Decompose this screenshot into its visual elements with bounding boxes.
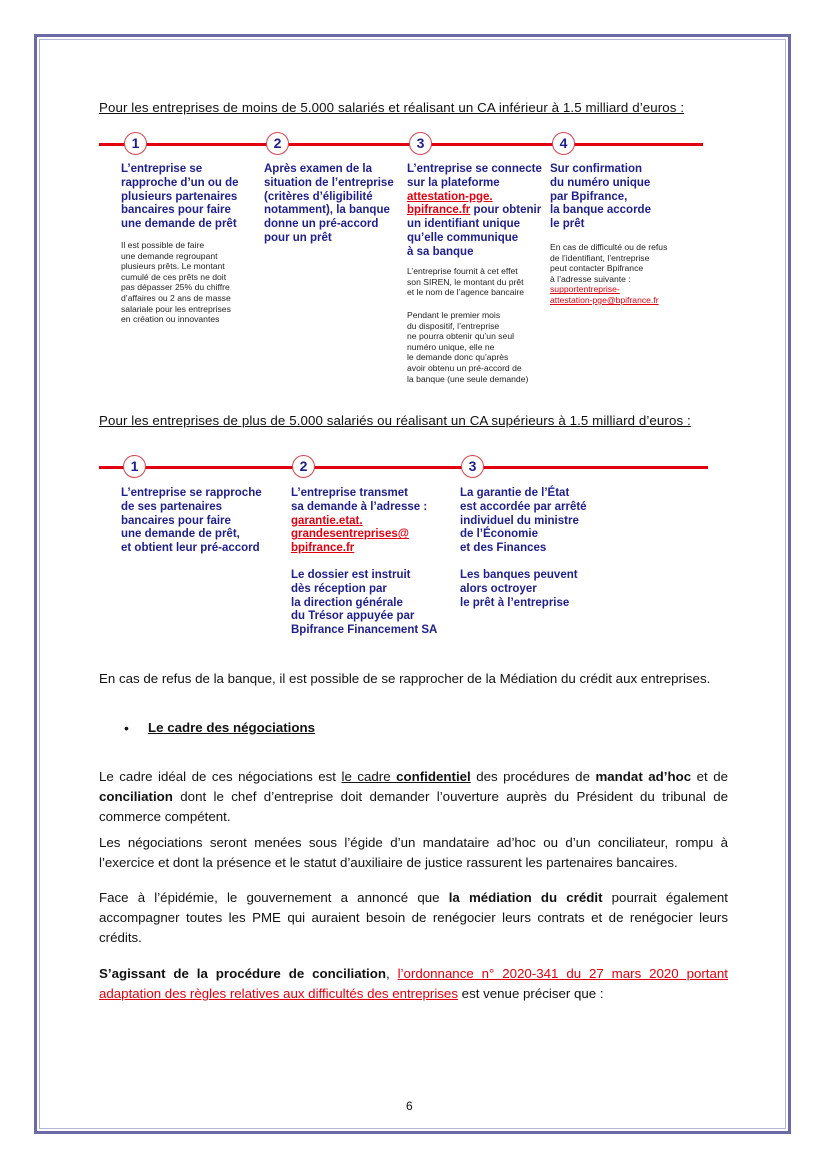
text-line: L’entreprise se rapproche xyxy=(121,487,262,499)
text-fragment: dont le chef d’entreprise doit demander l’ouverture auprès du Président du tribunal de commerce compétent. xyxy=(99,789,728,824)
s1-step1-title xyxy=(121,163,261,232)
text-line: L’entreprise se connecte xyxy=(407,163,542,175)
text-line: Il est possible de faire xyxy=(121,240,205,250)
text-line: de ses partenaires xyxy=(121,500,223,513)
text-line: d’affaires ou 2 ans de masse xyxy=(121,292,231,303)
s2-step2-detail xyxy=(291,569,456,638)
text-fragment: et de xyxy=(691,769,728,784)
text-line: le prêt à l’entreprise xyxy=(460,596,570,609)
text-line: une demande regroupant xyxy=(121,250,218,261)
s1-step4-title xyxy=(550,163,695,232)
s2-step2-title xyxy=(291,487,456,556)
text-line: Pendant le premier mois xyxy=(407,310,501,320)
bullet-icon: • xyxy=(124,720,129,736)
text-line: En cas de difficulté ou de refus xyxy=(550,242,668,252)
text-line: en création ou innovantes xyxy=(121,314,220,325)
text-line: du Trésor appuyée par xyxy=(291,610,415,623)
text-line: un identifiant unique xyxy=(407,218,521,231)
text-line: bancaires pour faire xyxy=(121,204,231,217)
text-line: L’entreprise fournit à cet effet xyxy=(407,266,518,276)
section-heading-negociations: Le cadre des négociations xyxy=(148,720,316,735)
step-circle-4: 4 xyxy=(552,132,575,155)
text-line: est accordée par arrêté xyxy=(460,500,587,513)
s1-step3-note2 xyxy=(407,310,552,384)
text-line: par Bpifrance, xyxy=(550,190,628,203)
text-line: ne pourra obtenir qu’un seul xyxy=(407,331,515,342)
s1-step4-note xyxy=(550,242,695,306)
garantie-email-link[interactable]: garantie.etat. xyxy=(291,514,363,527)
s1-step2-title xyxy=(264,163,404,246)
support-email-link-cont[interactable]: attestation-pge@bpifrance.fr xyxy=(550,294,659,305)
text-line: numéro unique, elle ne xyxy=(407,341,495,352)
text-line: notamment), la banque xyxy=(264,204,390,217)
s2-step1-title xyxy=(121,487,286,556)
s1-step1-note xyxy=(121,240,261,325)
text-line: une demande de prêt xyxy=(121,218,237,231)
text-line: L’entreprise se xyxy=(121,163,203,175)
text-line: une demande de prêt, xyxy=(121,528,240,541)
s2-step3-detail xyxy=(460,569,625,610)
text-line: L’entreprise transmet xyxy=(291,487,408,499)
text-line: situation de l’entreprise xyxy=(264,176,394,189)
text-fragment-bold: mandat ad’hoc xyxy=(595,769,692,784)
text-line: de l’identifiant, l’entreprise xyxy=(550,252,650,263)
text-fragment: Le cadre idéal de ces négociations est xyxy=(99,769,342,784)
page-number: 6 xyxy=(406,1099,413,1113)
paragraph-epidemie xyxy=(99,888,728,948)
step-circle-2: 2 xyxy=(266,132,289,155)
garantie-email-link-cont[interactable]: grandesentreprises@ xyxy=(291,528,409,541)
text-line: le demande donc qu’après xyxy=(407,352,509,363)
text-fragment-bold: la médiation du crédit xyxy=(448,890,603,905)
text-line: à sa banque xyxy=(407,245,474,258)
text-line: et obtient leur pré-accord xyxy=(121,542,260,555)
text-line: et des Finances xyxy=(460,542,547,555)
text-line: plusieurs partenaires xyxy=(121,190,238,203)
text-line: qu’elle communique xyxy=(407,231,519,244)
text-fragment-bold: conciliation xyxy=(99,789,173,804)
text-fragment-bold-underlined: confidentiel xyxy=(396,769,471,784)
ordonnance-link[interactable]: l’ordonnance n° 2020-341 du 27 mars 2020 portant adaptation des règles relatives aux difficultés des entreprises xyxy=(99,966,728,1001)
text-fragment: pourrait également accompagner toutes les PME qui auraient besoin de renégocier leurs contrats et de renégocier leurs crédits. xyxy=(99,890,728,945)
s1-step3-note1 xyxy=(407,266,552,298)
text-line: individuel du ministre xyxy=(460,514,579,527)
step-circle-1: 1 xyxy=(124,132,147,155)
text-line: rapproche d’un ou de xyxy=(121,176,239,189)
s2-step3-title xyxy=(460,487,625,556)
text-line: peut contacter Bpifrance xyxy=(550,263,644,274)
text-line: pas dépasser 25% du chiffre xyxy=(121,282,230,293)
attestation-pge-link[interactable]: attestation-pge. xyxy=(407,190,493,203)
text-line: le prêt xyxy=(550,218,585,231)
text-line: avoir obtenu un pré-accord de xyxy=(407,362,522,373)
attestation-pge-link-cont[interactable]: bpifrance.fr xyxy=(407,204,471,217)
text-line: Les banques peuvent xyxy=(460,569,578,581)
text-fragment: des procédures de xyxy=(470,769,596,784)
text-line: du numéro unique xyxy=(550,176,651,189)
s1-step3-title xyxy=(407,163,552,260)
paragraph-negociations: Les négociations seront menées sous l’égide d’un mandataire ad’hoc ou d’un conciliateur, rompu à l’exercice et dont la présence et le statut d’auxiliaire de justice rassurent les partenaires bancaires. xyxy=(99,835,728,870)
text-line: alors octroyer xyxy=(460,582,537,595)
paragraph-mediation: En cas de refus de la banque, il est possible de se rapprocher de la Médiation du crédit aux entreprises. xyxy=(99,671,711,686)
text-line: de l’Économie xyxy=(460,528,538,541)
text-line: sur la plateforme xyxy=(407,176,500,189)
text-fragment: , xyxy=(386,966,398,981)
text-line: (critères d’éligibilité xyxy=(264,190,373,203)
section1-heading: Pour les entreprises de moins de 5.000 salariés et réalisant un CA inférieur à 1.5 milliard d’euros : xyxy=(99,100,685,115)
text-line: son SIREN, le montant du prêt xyxy=(407,276,524,287)
text-line: Bpifrance Financement SA xyxy=(291,624,438,637)
text-line: Le dossier est instruit xyxy=(291,569,411,581)
text-line: dès réception par xyxy=(291,582,387,595)
text-fragment: pour obtenir xyxy=(470,204,542,217)
text-line: sa demande à l’adresse : xyxy=(291,500,428,513)
text-line: cumulé de ces prêts ne doit xyxy=(121,271,227,282)
step-circle-1: 1 xyxy=(123,455,146,478)
step-circle-2: 2 xyxy=(292,455,315,478)
section2-heading: Pour les entreprises de plus de 5.000 salariés ou réalisant un CA supérieurs à 1.5 milliard d’euros : xyxy=(99,413,691,428)
text-fragment: Face à l’épidémie, le gouvernement a annoncé que xyxy=(99,890,449,905)
text-line: la banque (une seule demande) xyxy=(407,373,529,384)
text-line: la direction générale xyxy=(291,596,403,609)
text-fragment-bold: S’agissant de la procédure de conciliation xyxy=(99,966,386,981)
text-line: Après examen de la xyxy=(264,163,373,175)
text-line: pour un prêt xyxy=(264,231,332,244)
step-circle-3: 3 xyxy=(461,455,484,478)
text-fragment-underlined: le cadre xyxy=(341,769,397,784)
text-line: du dispositif, l’entreprise xyxy=(407,320,500,331)
text-line: Sur confirmation xyxy=(550,163,643,175)
text-line: la banque accorde xyxy=(550,204,651,217)
timeline-2-line xyxy=(99,466,708,469)
text-line: et le nom de l’agence bancaire xyxy=(407,287,525,298)
support-email-link[interactable]: supportentreprise- xyxy=(550,284,620,295)
text-line: bancaires pour faire xyxy=(121,514,231,527)
text-line: à l’adresse suivante : xyxy=(550,273,631,284)
timeline-1-line xyxy=(99,143,703,146)
text-fragment: est venue préciser que : xyxy=(457,986,604,1001)
text-line: plusieurs prêts. Le montant xyxy=(121,261,225,272)
paragraph-cadre xyxy=(99,767,728,827)
paragraph-conciliation xyxy=(99,964,728,1004)
step-circle-3: 3 xyxy=(409,132,432,155)
text-line: salariale pour les entreprises xyxy=(121,303,231,314)
garantie-email-link-end[interactable]: bpifrance.fr xyxy=(291,542,355,555)
text-line: La garantie de l’État xyxy=(460,487,570,499)
text-line: donne un pré-accord xyxy=(264,218,379,231)
